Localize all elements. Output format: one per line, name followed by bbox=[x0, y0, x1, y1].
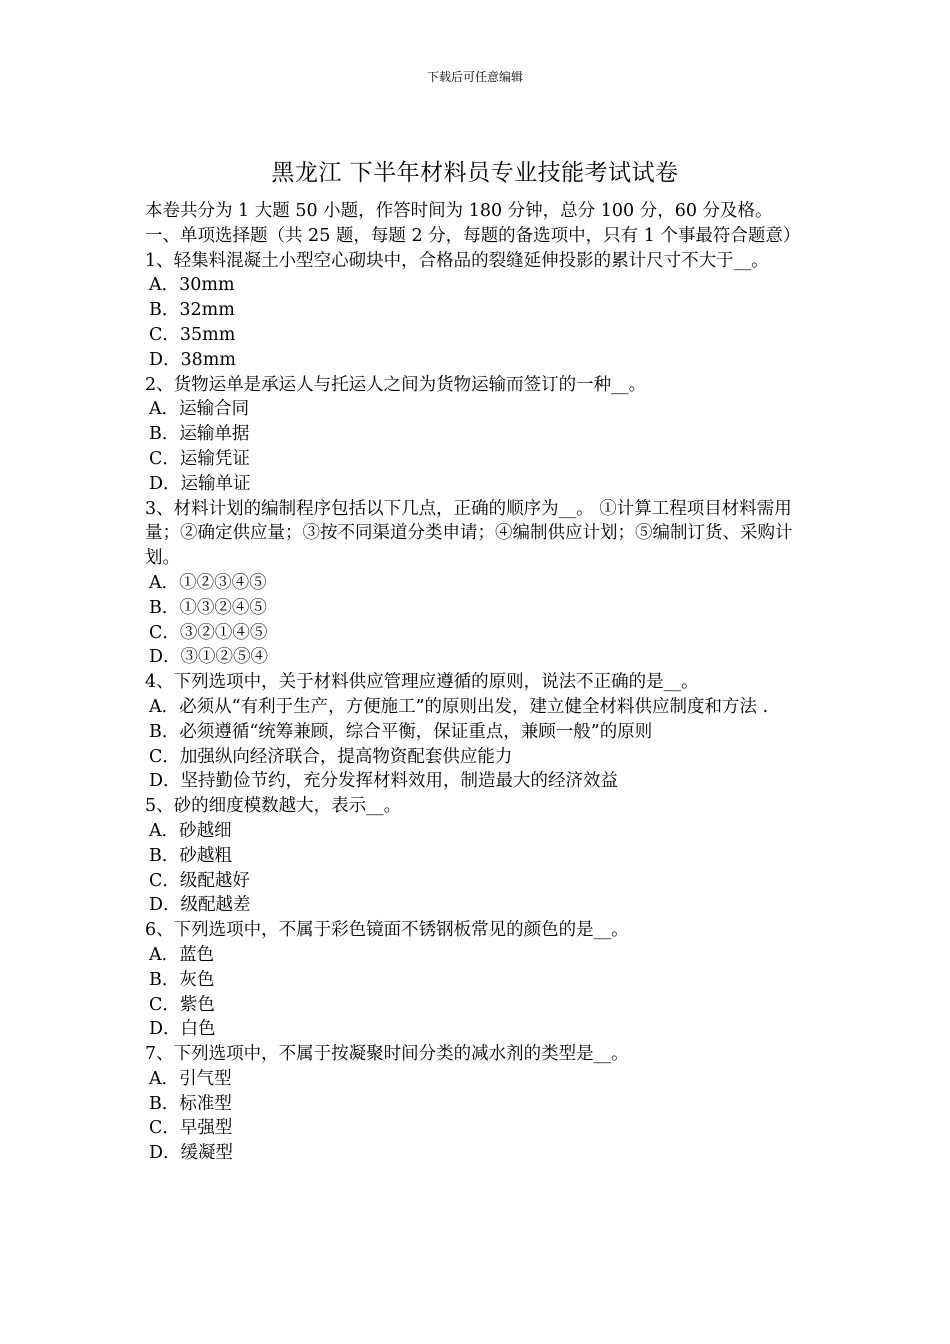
option-d: D．白色 bbox=[149, 1019, 216, 1040]
option-d: D．③①②⑤④ bbox=[149, 647, 269, 668]
option-a: A．蓝色 bbox=[149, 944, 215, 965]
question-stem: 2、货物运单是承运人与托运人之间为货物运输而签订的一种__。 bbox=[145, 374, 647, 395]
question-stem: 4、下列选项中，关于材料供应管理应遵循的原则，说法不正确的是__。 bbox=[145, 672, 699, 693]
option-b: B．标准型 bbox=[149, 1093, 232, 1114]
intro-text: 本卷共分为 1 大题 50 小题，作答时间为 180 分钟，总分 100 分，60 分及格。 bbox=[145, 201, 773, 221]
section-heading: 一、单项选择题（共 25 题，每题 2 分，每题的备选项中，只有 1 个事最符合题意） bbox=[145, 225, 801, 246]
option-c: C．早强型 bbox=[149, 1118, 233, 1139]
option-b: B．砂越粗 bbox=[149, 845, 232, 866]
option-a: A．砂越细 bbox=[149, 820, 232, 841]
page-header: 下载后可任意编辑 bbox=[426, 70, 523, 84]
option-a: A．30mm bbox=[149, 275, 235, 296]
option-d: D．运输单证 bbox=[149, 473, 251, 494]
option-b: B．32mm bbox=[149, 300, 235, 321]
question-5 bbox=[145, 794, 815, 918]
option-b: B．必须遵循“统筹兼顾，综合平衡，保证重点，兼顾一般”的原则 bbox=[149, 721, 653, 742]
option-a: A．运输合同 bbox=[149, 399, 250, 420]
document-body bbox=[145, 199, 815, 1166]
option-a: A．引气型 bbox=[149, 1068, 232, 1089]
question-6 bbox=[145, 918, 815, 1042]
document-title: 黑龙江 下半年材料员专业技能考试试卷 bbox=[271, 160, 679, 186]
option-c: C．③②①④⑤ bbox=[149, 622, 268, 643]
question-7 bbox=[145, 1042, 815, 1166]
option-b: B．运输单据 bbox=[149, 424, 250, 445]
option-d: D．缓凝型 bbox=[149, 1143, 234, 1164]
question-stem: 6、下列选项中，不属于彩色镜面不锈钢板常见的颜色的是__。 bbox=[145, 920, 629, 941]
question-stem: 3、材料计划的编制程序包括以下几点，正确的顺序为__。 ①计算工程项目材料需用量；②确定供应量；③按不同渠道分类申请；④编制供应计划；⑤编制订货、采购计划。 bbox=[145, 498, 793, 569]
question-stem: 7、下列选项中，不属于按凝聚时间分类的减水剂的类型是__。 bbox=[145, 1044, 629, 1065]
option-c: C．加强纵向经济联合，提高物资配套供应能力 bbox=[149, 746, 513, 767]
option-b: B．①③②④⑤ bbox=[149, 597, 267, 618]
option-c: C．35mm bbox=[149, 324, 236, 345]
option-b: B．灰色 bbox=[149, 969, 215, 990]
option-c: C．运输凭证 bbox=[149, 448, 250, 469]
option-d: D．级配越差 bbox=[149, 895, 251, 916]
question-4 bbox=[145, 670, 815, 794]
question-stem: 5、砂的细度模数越大，表示__。 bbox=[145, 796, 402, 817]
option-d: D．坚持勤俭节约，充分发挥材料效用，制造最大的经济效益 bbox=[149, 771, 619, 792]
question-stem: 1、轻集料混凝土小型空心砌块中，合格品的裂缝延伸投影的累计尺寸不大于__。 bbox=[145, 250, 769, 271]
question-2 bbox=[145, 373, 815, 497]
option-a: A．①②③④⑤ bbox=[149, 572, 267, 593]
option-c: C．紫色 bbox=[149, 994, 215, 1015]
option-c: C．级配越好 bbox=[149, 870, 250, 891]
option-d: D．38mm bbox=[149, 349, 236, 370]
question-1 bbox=[145, 249, 815, 373]
option-a: A．必须从“有利于生产，方便施工”的原则出发，建立健全材料供应制度和方法 . bbox=[149, 696, 769, 717]
question-3 bbox=[145, 497, 815, 671]
